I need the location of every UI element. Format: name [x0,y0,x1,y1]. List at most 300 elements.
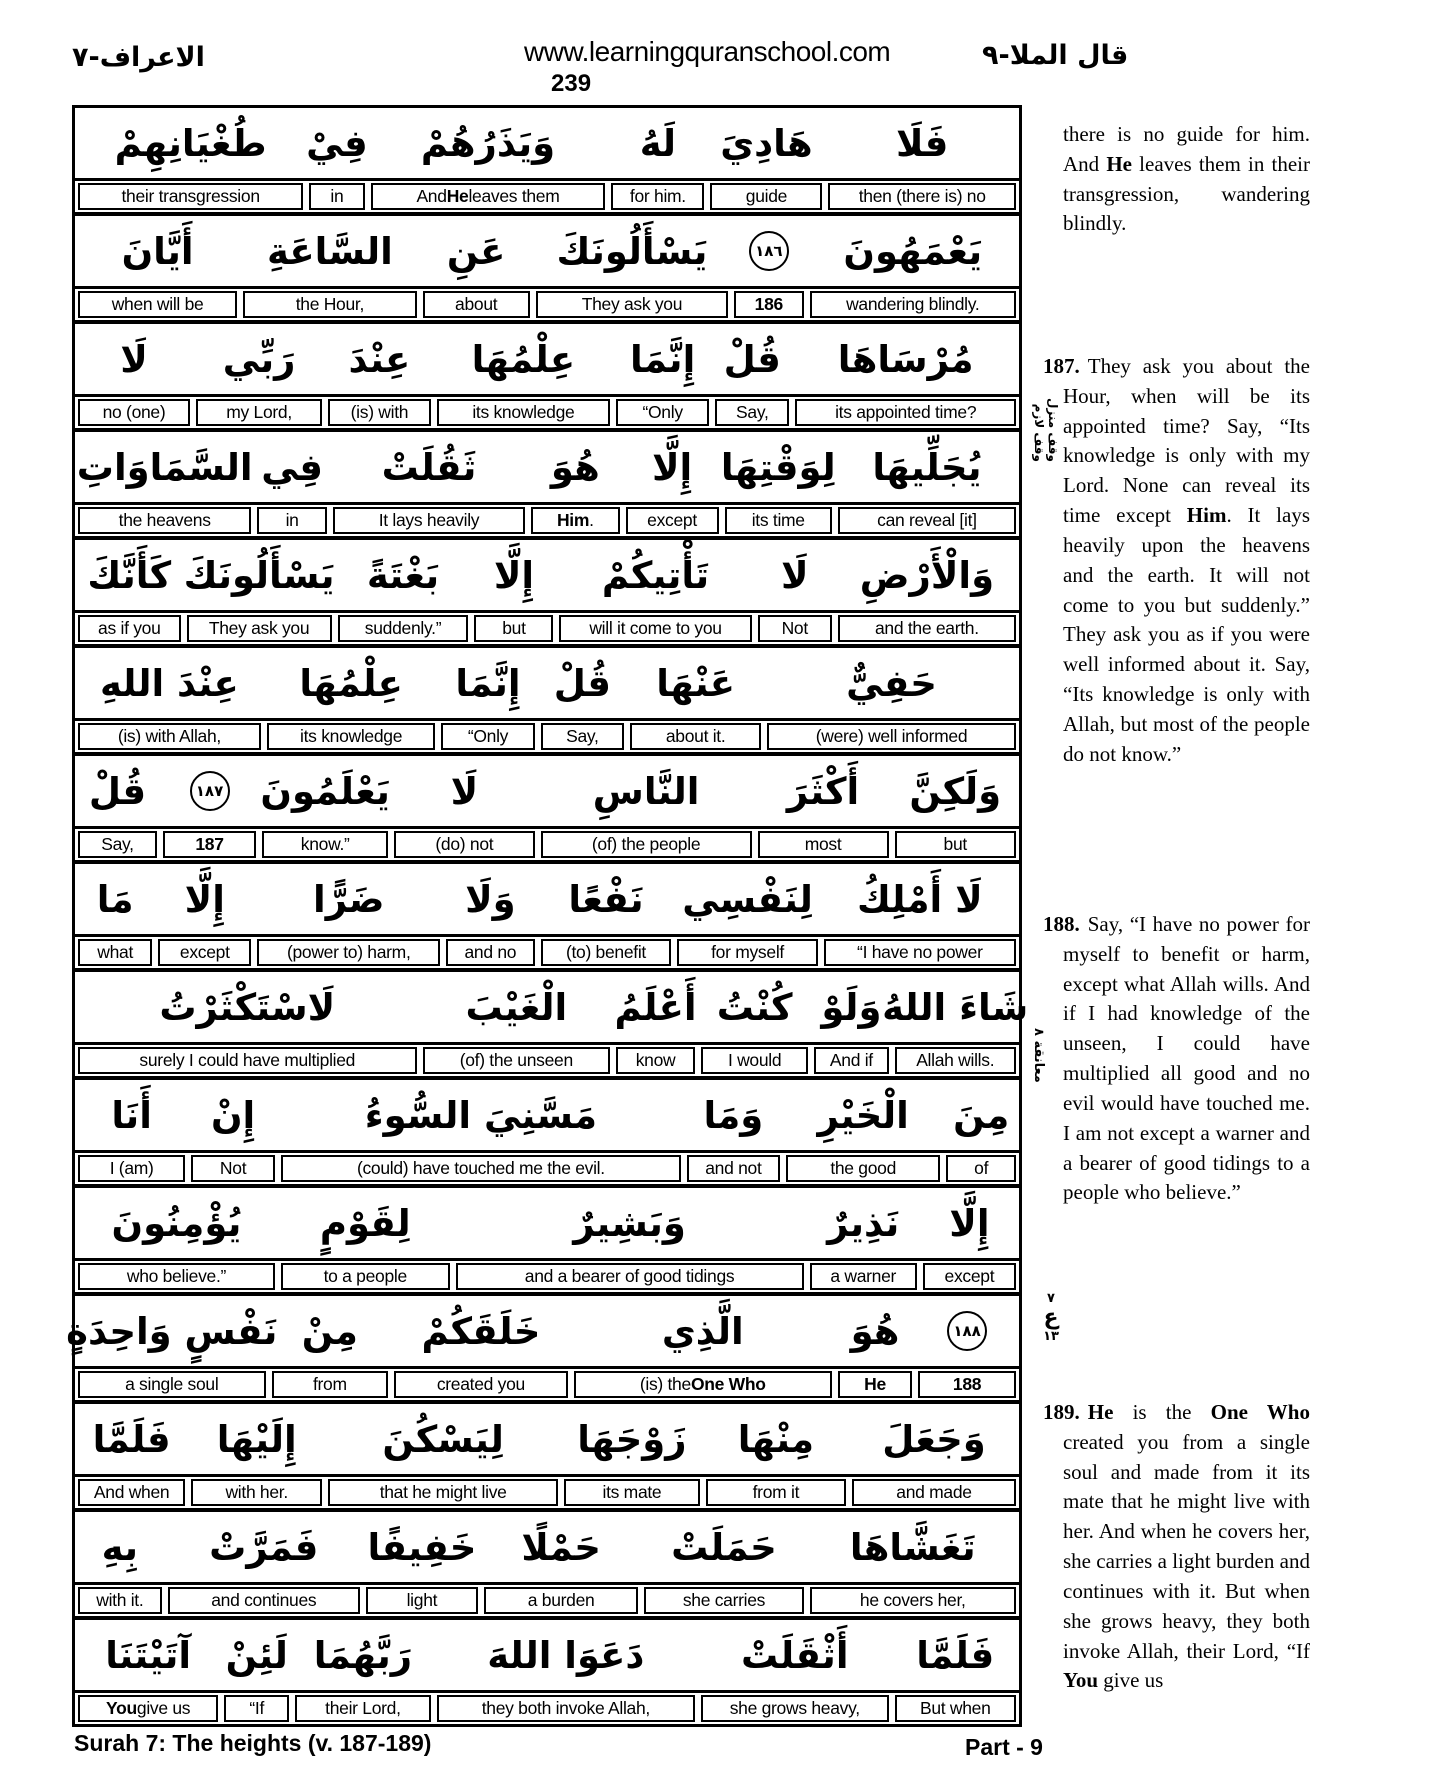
grid-row [75,1080,1019,1188]
arabic-word: خَفِيفًا [363,1512,481,1585]
verse-number: 189. [1043,1400,1080,1424]
arabic-word: وَلَا [443,864,537,937]
arabic-word: فَمَرَّتْ [165,1512,363,1585]
arabic-word: إِنَّمَا [613,324,712,397]
english-word-cell [538,829,755,860]
word-column [731,216,807,320]
arabic-word: لِيَسْكُنَ [325,1404,561,1477]
word-column [783,1080,943,1184]
english-word-box: to a people [281,1263,450,1290]
english-word-box: my Lord, [196,399,322,426]
word-column [184,540,335,644]
english-word-cell [155,937,254,968]
arabic-word: أَيَّانَ [75,216,240,289]
ruku-marker [1036,1292,1066,1345]
arabic-word: رَبِّي [193,324,325,397]
english-word-box: Allah wills. [895,1047,1016,1074]
word-column [623,432,722,536]
english-word-box: guide [710,183,822,210]
arabic-word: وَبَشِيرٌ [453,1188,807,1261]
word-column [278,1080,684,1184]
english-word-cell [420,289,533,320]
arabic-word: عِنْدَ اللهِ [75,648,264,721]
word-column [264,648,439,752]
english-word-box: about it. [630,723,761,750]
arabic-word: لِنَفْسِي [674,864,820,937]
english-word-box: and made [852,1479,1016,1506]
grid-row [75,864,1019,972]
word-column [75,648,264,752]
english-word-box: I (am) [78,1155,185,1182]
word-column [75,1404,188,1508]
english-word-cell [538,937,675,968]
word-column [641,1512,806,1616]
arabic-word: إِلَّا [920,1188,1019,1261]
english-word-box: “If [224,1695,289,1722]
word-column [75,1188,278,1292]
arabic-word: لِوَقْتِهَا [722,432,835,505]
arabic-word: الَّذِي [571,1296,835,1369]
word-column [703,1404,849,1508]
english-word-cell [75,1045,420,1076]
english-word-box: But when [895,1695,1016,1722]
arabic-word: هُوَ [528,432,622,505]
english-word-cell [75,1261,278,1292]
ayah-number-cell [731,216,807,289]
arabic-word: عِنْدَ [325,324,434,397]
english-word-box: in [309,183,364,210]
word-column [155,864,254,968]
english-word-box: “Only [441,723,534,750]
surah-name-arabic: الاعراف-٧ [72,42,205,73]
arabic-word: لِقَوْمٍ [278,1188,453,1261]
english-word-cell [698,1045,811,1076]
word-column [764,648,1019,752]
part-number: Part - 9 [965,1734,1043,1760]
ayah-number-medallion: ١٨٦ [749,231,789,271]
english-word-cell [943,1153,1019,1184]
word-column [306,108,367,212]
english-word-box: its time [725,507,832,534]
english-word-box: Say, [541,723,625,750]
word-column [363,1512,481,1616]
english-word-cell [712,397,792,428]
word-column [420,972,614,1076]
english-word-cell [240,289,419,320]
english-word-box: its mate [564,1479,700,1506]
word-column [608,108,707,212]
english-word-box: Say, [715,399,789,426]
english-word-box: their transgression [78,183,303,210]
english-word-cell [292,1693,434,1724]
english-word-box: And if [814,1047,888,1074]
english-word-cell [363,1585,481,1616]
word-column [613,324,712,428]
english-word-cell [325,1477,561,1508]
arabic-word: عَنِ [420,216,533,289]
english-word-box: then (there is) no [828,183,1016,210]
arabic-word: فَلَا [825,108,1019,181]
english-word-cell [259,829,391,860]
arabic-word: فِي [254,432,330,505]
english-word-cell [764,721,1019,752]
arabic-word: ضَرًّا [254,864,443,937]
arabic-word: السَّمَاوَاتِ [75,432,254,505]
english-word-box: (of) the unseen [423,1047,611,1074]
arabic-word: تَأْتِيكُمْ [556,540,754,613]
grid-row [75,216,1019,324]
english-word-cell [75,1693,221,1724]
english-word-box: 187 [163,831,256,858]
english-word-cell [335,613,472,644]
english-word-cell [391,1369,570,1400]
word-column [188,1404,325,1508]
word-column [453,1188,807,1292]
word-column [240,216,419,320]
english-word-box: You give us [78,1695,218,1722]
arabic-word: حَفِيٌّ [764,648,1019,721]
word-column [471,540,556,644]
word-column [368,108,609,212]
word-column [538,648,628,752]
english-word-box: and no [446,939,534,966]
word-column [538,756,755,860]
english-word-cell [184,613,335,644]
arabic-word: دَعَوَا اللهَ [434,1620,698,1693]
word-column [434,324,613,428]
word-column [66,1296,278,1400]
arabic-word: مُرْسَاهَا [792,324,1019,397]
word-column [165,1512,363,1616]
verse-number: 188. [1043,912,1080,936]
grid-row [75,756,1019,864]
english-word-box: created you [394,1371,567,1398]
grid-row [75,432,1019,540]
word-column [571,1296,835,1400]
arabic-word: وَجَعَلَ [849,1404,1019,1477]
english-word-box: no (one) [78,399,190,426]
english-word-cell [835,1369,915,1400]
english-word-box: Not [758,615,832,642]
verse-number: 187. [1043,354,1080,378]
arabic-word: ثَقُلَتْ [330,432,528,505]
english-word-cell [75,1477,188,1508]
word-column [755,756,892,860]
english-word-cell [75,1153,188,1184]
english-word-cell [835,613,1019,644]
english-word-cell [627,721,764,752]
english-word-box: what [78,939,152,966]
arabic-word: آتَيْتَنَا [75,1620,221,1693]
grid-row [75,324,1019,432]
english-word-cell [807,1261,920,1292]
arabic-word: بِهِ [75,1512,165,1585]
english-word-cell [75,1585,165,1616]
word-column [335,540,472,644]
word-column [528,432,622,536]
word-column [674,864,820,968]
word-column [75,1512,165,1616]
word-column [684,1080,783,1184]
page-number: 239 [551,70,592,97]
english-word-cell [825,181,1019,212]
word-column [434,1620,698,1724]
grid-row [75,1512,1019,1620]
english-word-cell [325,397,434,428]
word-column [75,864,155,968]
english-word-cell [443,937,537,968]
english-word-cell [892,1045,1019,1076]
english-word-cell [835,505,1019,536]
arabic-word: طُغْيَانِهِمْ [75,108,306,181]
word-column [712,324,792,428]
word-column [943,1080,1019,1184]
ayah-number-cell [160,756,259,829]
english-word-box: the good [786,1155,940,1182]
arabic-word: وَلَوْ [811,972,891,1045]
word-column [556,540,754,644]
english-word-cell [755,829,892,860]
word-column [755,540,835,644]
english-word-box: will it come to you [559,615,751,642]
grid-row [75,1188,1019,1296]
word-column [278,1188,453,1292]
word-column [330,432,528,536]
arabic-word: مَا [75,864,155,937]
word-column [254,432,330,536]
english-word-cell [254,937,443,968]
english-word-cell [807,1585,1019,1616]
english-word-box: (to) benefit [541,939,672,966]
english-word-box: It lays heavily [333,507,525,534]
word-column [849,1404,1019,1508]
english-word-box: and not [687,1155,780,1182]
grid-row [75,648,1019,756]
english-word-cell [165,1585,363,1616]
website-url: www.learningquranschool.com [524,36,891,67]
english-word-cell [533,289,731,320]
word-column [75,324,193,428]
english-word-box: for myself [677,939,817,966]
english-word-cell [892,1693,1019,1724]
english-word-cell [306,181,367,212]
word-column [892,756,1019,860]
word-column [221,1620,292,1724]
english-word-cell [920,1261,1019,1292]
juz-name-arabic: قال الملا-٩ [982,40,1129,71]
muanaqah-annotation: معانقة ٨ [1031,1028,1046,1083]
english-word-cell [608,181,707,212]
arabic-word: إِنَّمَا [438,648,537,721]
english-word-cell [703,1477,849,1508]
grid-row [75,972,1029,1080]
word-column [835,540,1019,644]
grid-row [75,1620,1019,1724]
english-word-cell [254,505,330,536]
arabic-word: يُجَلِّيهَا [835,432,1019,505]
english-word-cell [722,505,835,536]
english-word-cell [420,1045,614,1076]
english-word-cell [641,1585,806,1616]
arabic-word: عَنْهَا [627,648,764,721]
ayah-number-cell [915,1296,1019,1369]
english-word-box: He [838,1371,912,1398]
word-column [75,756,160,860]
arabic-word: لَا [391,756,537,829]
word-column [807,1188,920,1292]
english-word-box: she carries [644,1587,803,1614]
english-word-box: its knowledge [267,723,436,750]
arabic-word: هُوَ [835,1296,915,1369]
english-word-box: know.” [262,831,388,858]
english-word-cell [731,289,807,320]
english-word-cell [481,1585,641,1616]
word-column [391,756,537,860]
word-column [391,1296,570,1400]
arabic-word: فِيْ [306,108,367,181]
english-word-cell [821,937,1019,968]
english-word-cell [75,937,155,968]
word-column [75,540,184,644]
english-word-cell [438,721,537,752]
arabic-word: وَالْأَرْضِ [835,540,1019,613]
english-word-cell [221,1693,292,1724]
english-word-cell [528,505,622,536]
word-column [825,108,1019,212]
arabic-word: لَهُ [608,108,707,181]
word-column [920,1188,1019,1292]
english-word-box: its knowledge [437,399,610,426]
english-word-box: “I have no power [824,939,1016,966]
english-word-box: (were) well informed [767,723,1016,750]
english-word-cell [698,1693,892,1724]
english-word-box: she grows heavy, [701,1695,889,1722]
arabic-word: الْغَيْبَ [420,972,614,1045]
english-word-box: who believe.” [78,1263,275,1290]
english-word-box: suddenly.” [338,615,469,642]
translation-grid [66,105,1029,1727]
english-word-cell [613,397,712,428]
english-word-box: from [272,1371,389,1398]
english-word-cell [538,721,628,752]
arabic-word: يَسْأَلُونَكَ [533,216,731,289]
grid-row [75,108,1019,216]
word-column [792,324,1019,428]
arabic-word: كُنْتُ [698,972,811,1045]
word-column [438,648,537,752]
english-word-box: And when [78,1479,185,1506]
english-word-box: (could) have touched me the evil. [281,1155,681,1182]
english-word-box: their Lord, [295,1695,431,1722]
arabic-word: عِلْمُهَا [434,324,613,397]
verse-187-paragraph [1043,352,1310,769]
english-word-box: (is) the One Who [574,1371,832,1398]
arabic-word: لَا [755,540,835,613]
word-column [561,1404,703,1508]
word-column [627,648,764,752]
english-word-cell [75,397,193,428]
english-word-box: surely I could have multiplied [78,1047,417,1074]
english-word-cell [75,829,160,860]
arabic-word: يُؤْمِنُونَ [75,1188,278,1261]
english-word-cell [684,1153,783,1184]
arabic-word: أَنَا [75,1080,188,1153]
english-word-box: most [758,831,889,858]
english-word-cell [571,1369,835,1400]
word-column [613,972,698,1076]
english-word-cell [75,1369,269,1400]
word-column [188,1080,278,1184]
english-word-box: in [257,507,327,534]
english-word-cell [915,1369,1019,1400]
word-column [481,1512,641,1616]
word-column [882,972,1029,1076]
english-word-box: 186 [734,291,804,318]
word-column [443,864,537,968]
arabic-word: مَسَّنِيَ السُّوءُ [278,1080,684,1153]
arabic-word: مِنَ [943,1080,1019,1153]
arabic-word: أَكْثَرَ [755,756,892,829]
word-column [835,1296,915,1400]
english-word-box: (is) with Allah, [78,723,261,750]
word-column [722,432,835,536]
english-word-box: with her. [191,1479,322,1506]
english-word-box: Him . [531,507,619,534]
english-word-box: (of) the people [541,831,752,858]
english-word-box: except [158,939,251,966]
arabic-word: فَلَمَّا [892,1620,1019,1693]
word-column [698,1620,892,1724]
word-column [75,216,240,320]
arabic-word: خَلَقَكُمْ [391,1296,570,1369]
grid-row [75,1404,1019,1512]
english-word-box: a single soul [78,1371,266,1398]
arabic-word: قُلْ [712,324,792,397]
english-word-box: know [616,1047,695,1074]
arabic-word: فَلَمَّا [75,1404,188,1477]
english-word-cell [278,1153,684,1184]
ayah-number-medallion: ١٨٧ [190,771,230,811]
ruku-top-number: ٧ [1047,1291,1055,1306]
arabic-word: إِلَّا [471,540,556,613]
arabic-word: إِلَيْهَا [188,1404,325,1477]
word-column [75,108,306,212]
english-word-cell [75,613,184,644]
arabic-word: وَيَذَرُهُمْ [368,108,609,181]
arabic-word: النَّاسِ [538,756,755,829]
english-word-cell [75,721,264,752]
english-word-cell [434,1693,698,1724]
waqf-line2: وقف لازم [1032,403,1046,462]
english-word-cell [188,1477,325,1508]
arabic-word: زَوْجَهَا [561,1404,703,1477]
english-word-cell [471,613,556,644]
word-column [807,216,1019,320]
english-word-cell [807,289,1019,320]
arabic-word: يَعْمَهُونَ [807,216,1019,289]
arabic-word: السَّاعَةِ [240,216,419,289]
arabic-word: يَسْأَلُونَكَ [184,540,335,613]
english-word-box: for him. [611,183,704,210]
english-word-cell [193,397,325,428]
english-word-cell [892,829,1019,860]
word-column [269,1296,392,1400]
english-word-cell [556,613,754,644]
arabic-word: شَاءَ اللهُ [892,972,1019,1045]
english-word-cell [75,289,240,320]
english-word-box: but [895,831,1016,858]
english-word-box: Say, [78,831,157,858]
